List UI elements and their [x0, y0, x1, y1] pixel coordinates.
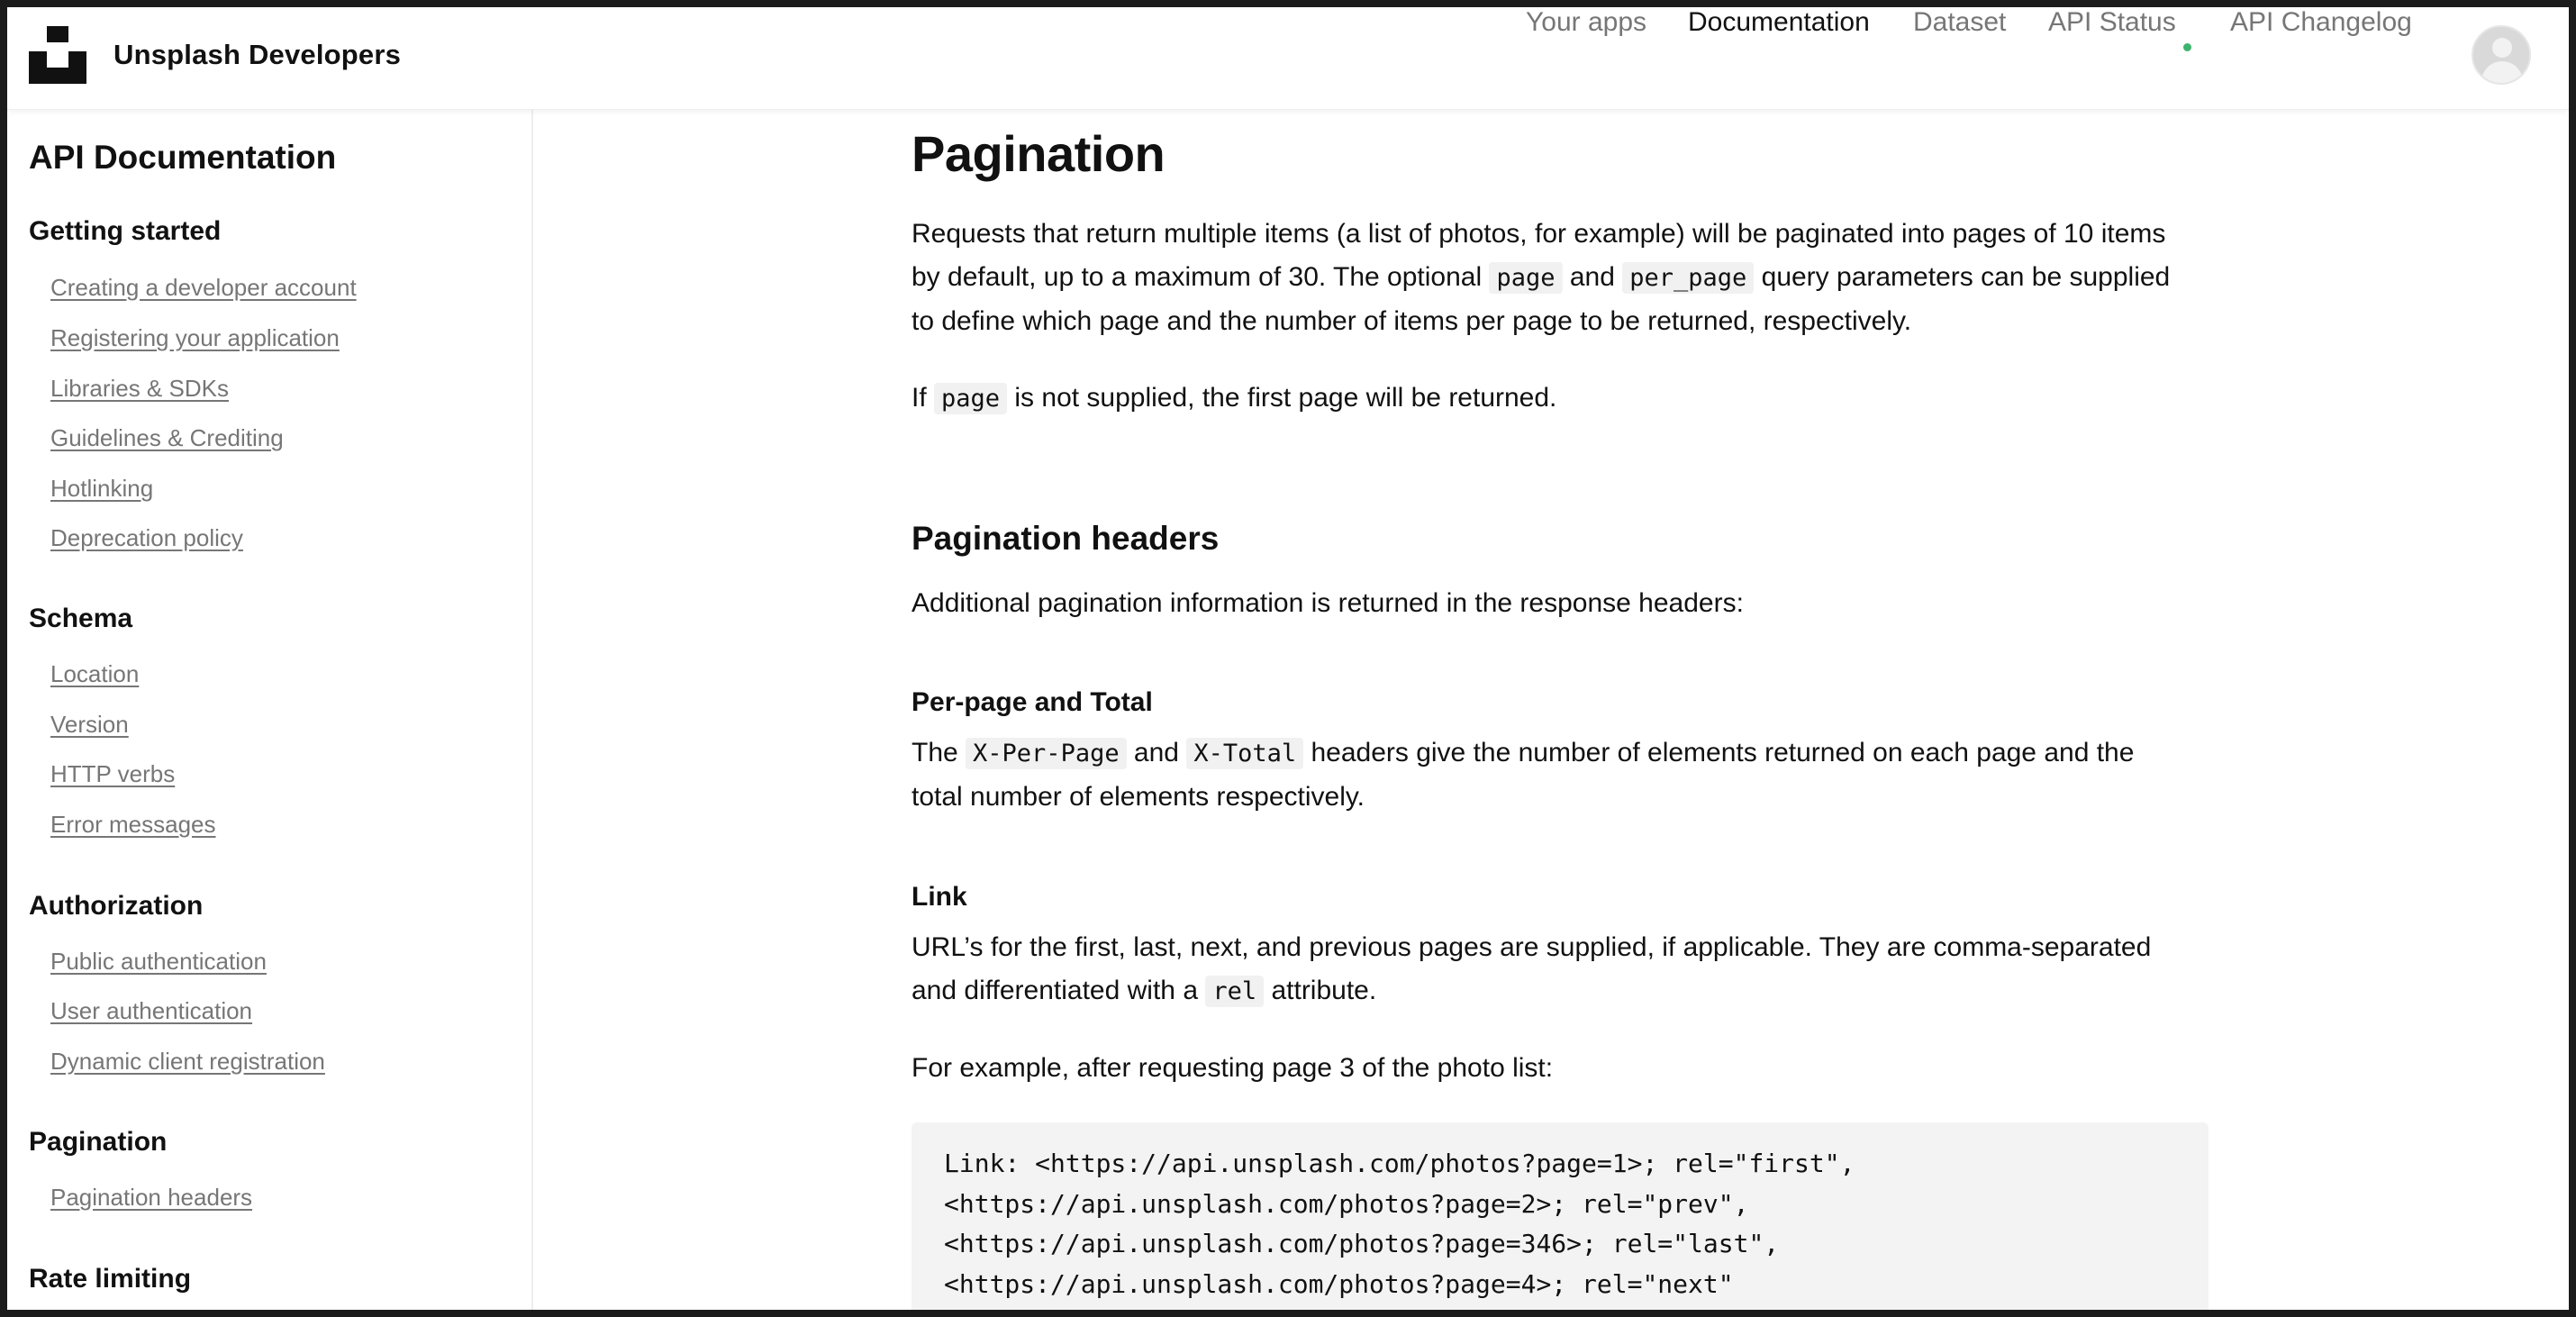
sidebar-link-dynamic-client-registration[interactable]: Dynamic client registration [50, 1048, 325, 1075]
example-intro-paragraph: For example, after requesting page 3 of the photo list: [912, 1053, 1554, 1083]
sidebar-title: API Documentation [29, 139, 337, 176]
nav-documentation[interactable]: Documentation [1688, 7, 1870, 37]
sidebar-section-pagination: Pagination [29, 1127, 168, 1157]
code-line-2: <https://api.unsplash.com/photos?page=2>; rel="prev", [944, 1188, 1749, 1219]
sidebar-section-getting-started: Getting started [29, 216, 222, 246]
sidebar-section-schema: Schema [29, 604, 133, 633]
subheading-link: Link [912, 882, 967, 912]
code-line-4: <https://api.unsplash.com/photos?page=4>; rel="next" [944, 1268, 1734, 1299]
intro-line-2c: query parameters can be supplied [1754, 262, 2171, 292]
sidebar-section-rate-limiting: Rate limiting [29, 1264, 192, 1294]
intro-line-1: Requests that return multiple items (a list of photos, for example) will be paginated into pages of 10 items [912, 219, 2166, 249]
sidebar-link-http-verbs[interactable]: HTTP verbs [50, 760, 176, 787]
avatar-head [2492, 38, 2512, 58]
code-line-3: <https://api.unsplash.com/photos?page=346>; rel="last", [944, 1229, 1780, 1258]
sidebar-link-error-messages[interactable]: Error messages [50, 811, 216, 838]
per-page-text-line2: total number of elements respectively. [912, 782, 1365, 812]
per-page-text-c: headers give the number of elements returned on each page and the [1303, 738, 2135, 767]
docs-sidebar [7, 110, 533, 1310]
unsplash-logo-icon [29, 26, 86, 84]
page-default-text-a: If [912, 383, 935, 413]
sidebar-link-guidelines-crediting[interactable]: Guidelines & Crediting [50, 424, 284, 451]
nav-api-status[interactable]: API Status [2048, 7, 2176, 37]
per-page-total-paragraph [912, 731, 2209, 819]
intro-line-2b: and [1562, 262, 1623, 292]
code-page-2: page [934, 383, 1007, 414]
sidebar-link-public-authentication[interactable]: Public authentication [50, 948, 267, 975]
sidebar-link-pagination-headers[interactable]: Pagination headers [50, 1184, 253, 1211]
link-header-code-block [912, 1122, 2209, 1317]
per-page-text-b: and [1126, 738, 1187, 767]
brand[interactable] [29, 23, 401, 86]
brand-name: Unsplash Developers [113, 39, 402, 70]
avatar-body [2481, 61, 2523, 85]
user-avatar[interactable] [2472, 25, 2531, 85]
section-heading-pagination-headers: Pagination headers [912, 520, 1220, 557]
top-header [7, 7, 2569, 110]
link-text-line2b: attribute. [1264, 976, 1377, 1005]
nav-api-changelog[interactable]: API Changelog [2230, 7, 2412, 37]
sidebar-link-registering-application[interactable]: Registering your application [50, 324, 340, 351]
intro-line-2a: by default, up to a maximum of 30. The optional [912, 262, 1490, 292]
sidebar-link-deprecation-policy[interactable]: Deprecation policy [50, 524, 243, 551]
intro-line-3: to define which page and the number of items per page to be returned, respectively. [912, 306, 1912, 336]
page-default-paragraph [912, 377, 2209, 421]
nav-dataset[interactable]: Dataset [1913, 7, 2007, 37]
subheading-per-page-total: Per-page and Total [912, 687, 1153, 717]
status-indicator-icon [2183, 43, 2191, 51]
code-x-total: X-Total [1186, 738, 1303, 769]
sidebar-section-authorization: Authorization [29, 891, 204, 921]
sidebar-link-libraries-sdks[interactable]: Libraries & SDKs [50, 375, 229, 402]
sidebar-link-creating-developer-account[interactable]: Creating a developer account [50, 274, 357, 301]
link-paragraph [912, 926, 2209, 1013]
code-rel: rel [1205, 976, 1264, 1007]
page-title: Pagination [912, 125, 1166, 182]
link-text-line2a: and differentiated with a [912, 976, 1206, 1005]
sidebar-link-version[interactable]: Version [50, 711, 129, 738]
headers-intro-paragraph: Additional pagination information is returned in the response headers: [912, 588, 1744, 618]
code-x-per-page: X-Per-Page [966, 738, 1127, 769]
page-default-text-b: is not supplied, the first page will be returned. [1007, 383, 1557, 413]
sidebar-link-user-authentication[interactable]: User authentication [50, 997, 253, 1024]
sidebar-link-location[interactable]: Location [50, 660, 140, 687]
sidebar-link-hotlinking[interactable]: Hotlinking [50, 475, 154, 502]
nav-your-apps[interactable]: Your apps [1526, 7, 1647, 37]
code-per-page: per_page [1622, 262, 1754, 294]
link-text-line1: URL’s for the first, last, next, and previous pages are supplied, if applicable. They are comma-separated [912, 932, 2152, 962]
intro-paragraph [912, 213, 2209, 343]
code-line-1: Link: <https://api.unsplash.com/photos?page=1>; rel="first", [944, 1149, 1855, 1178]
code-page: page [1489, 262, 1562, 294]
per-page-text-a: The [912, 738, 966, 767]
